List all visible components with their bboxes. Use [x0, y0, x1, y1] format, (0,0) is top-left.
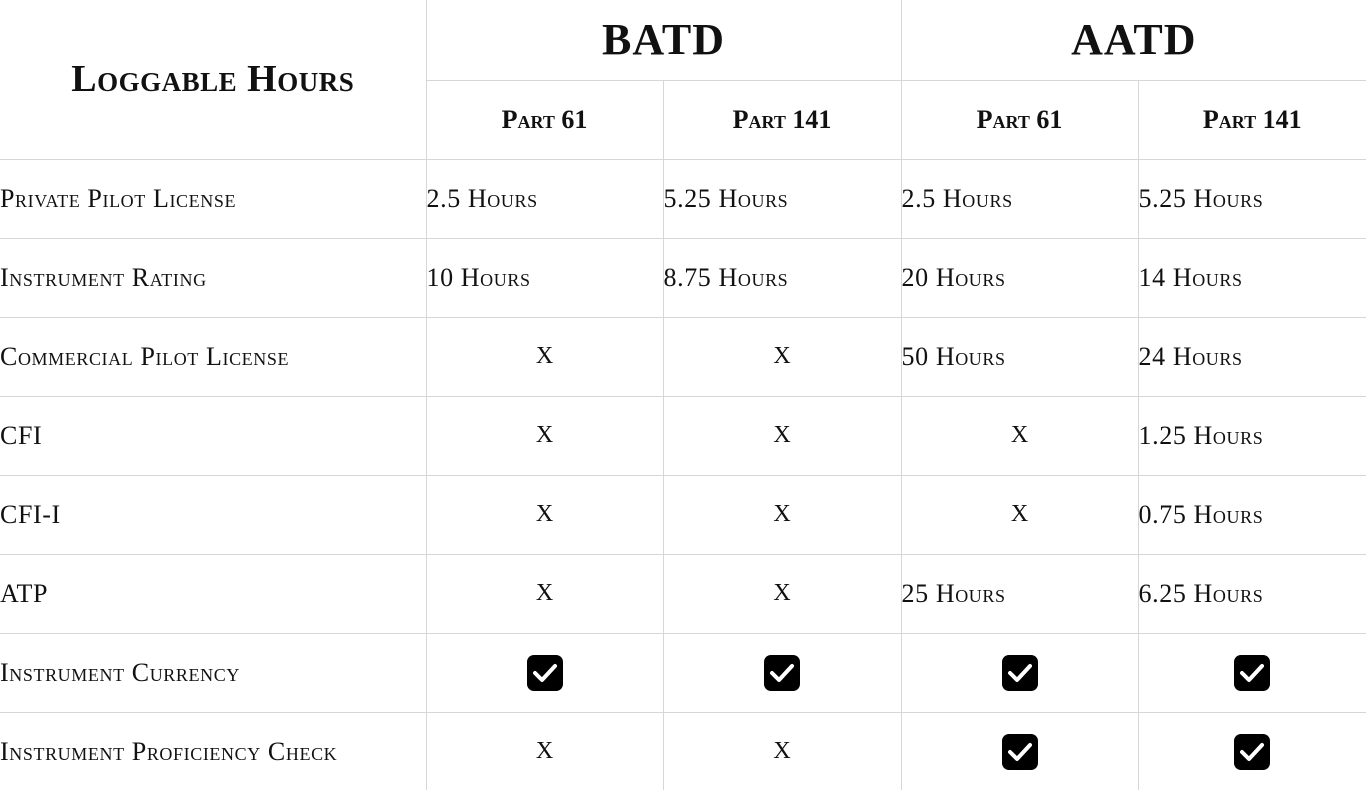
- row-label: Private Pilot License: [0, 159, 426, 238]
- not-applicable-cell: X: [426, 475, 663, 554]
- row-label: Commercial Pilot License: [0, 317, 426, 396]
- check-cell: [901, 712, 1138, 790]
- table-row: [0, 238, 1366, 317]
- part-header-batd-61: Part 61: [426, 80, 663, 159]
- check-cell: [901, 633, 1138, 712]
- table-title: Loggable Hours: [0, 0, 426, 159]
- not-applicable-cell: X: [426, 396, 663, 475]
- row-label: ATP: [0, 554, 426, 633]
- group-header-batd: BATD: [426, 0, 901, 80]
- hours-cell: 2.5 Hours: [426, 159, 663, 238]
- hours-cell: 2.5 Hours: [901, 159, 1138, 238]
- not-applicable-cell: X: [426, 554, 663, 633]
- row-label: CFI: [0, 396, 426, 475]
- hours-cell: 14 Hours: [1138, 238, 1366, 317]
- header-group-row: [0, 0, 1366, 80]
- part-header-aatd-61: Part 61: [901, 80, 1138, 159]
- checkbox-checked-icon: [1002, 734, 1038, 770]
- hours-cell: 8.75 Hours: [663, 238, 901, 317]
- hours-cell: 5.25 Hours: [663, 159, 901, 238]
- table-row: [0, 396, 1366, 475]
- row-label: CFI-I: [0, 475, 426, 554]
- hours-cell: 50 Hours: [901, 317, 1138, 396]
- not-applicable-cell: X: [426, 712, 663, 790]
- hours-cell: 24 Hours: [1138, 317, 1366, 396]
- table-row: [0, 475, 1366, 554]
- row-label: Instrument Rating: [0, 238, 426, 317]
- not-applicable-cell: X: [901, 475, 1138, 554]
- hours-cell: 0.75 Hours: [1138, 475, 1366, 554]
- checkbox-checked-icon: [1234, 655, 1270, 691]
- hours-cell: 20 Hours: [901, 238, 1138, 317]
- hours-cell: 1.25 Hours: [1138, 396, 1366, 475]
- hours-cell: 6.25 Hours: [1138, 554, 1366, 633]
- check-cell: [1138, 633, 1366, 712]
- not-applicable-cell: X: [663, 475, 901, 554]
- not-applicable-cell: X: [663, 554, 901, 633]
- group-header-aatd: AATD: [901, 0, 1366, 80]
- table-row: [0, 317, 1366, 396]
- checkbox-checked-icon: [1002, 655, 1038, 691]
- part-header-aatd-141: Part 141: [1138, 80, 1366, 159]
- checkbox-checked-icon: [1234, 734, 1270, 770]
- table-row: [0, 633, 1366, 712]
- row-label: Instrument Currency: [0, 633, 426, 712]
- checkbox-checked-icon: [764, 655, 800, 691]
- part-header-batd-141: Part 141: [663, 80, 901, 159]
- check-cell: [663, 633, 901, 712]
- not-applicable-cell: X: [426, 317, 663, 396]
- hours-cell: 25 Hours: [901, 554, 1138, 633]
- check-cell: [1138, 712, 1366, 790]
- check-cell: [426, 633, 663, 712]
- table-body: [0, 159, 1366, 790]
- table-row: [0, 712, 1366, 790]
- row-label: Instrument Proficiency Check: [0, 712, 426, 790]
- not-applicable-cell: X: [663, 396, 901, 475]
- hours-cell: 5.25 Hours: [1138, 159, 1366, 238]
- checkbox-checked-icon: [527, 655, 563, 691]
- table-row: [0, 554, 1366, 633]
- not-applicable-cell: X: [901, 396, 1138, 475]
- table-row: [0, 159, 1366, 238]
- not-applicable-cell: X: [663, 317, 901, 396]
- not-applicable-cell: X: [663, 712, 901, 790]
- hours-cell: 10 Hours: [426, 238, 663, 317]
